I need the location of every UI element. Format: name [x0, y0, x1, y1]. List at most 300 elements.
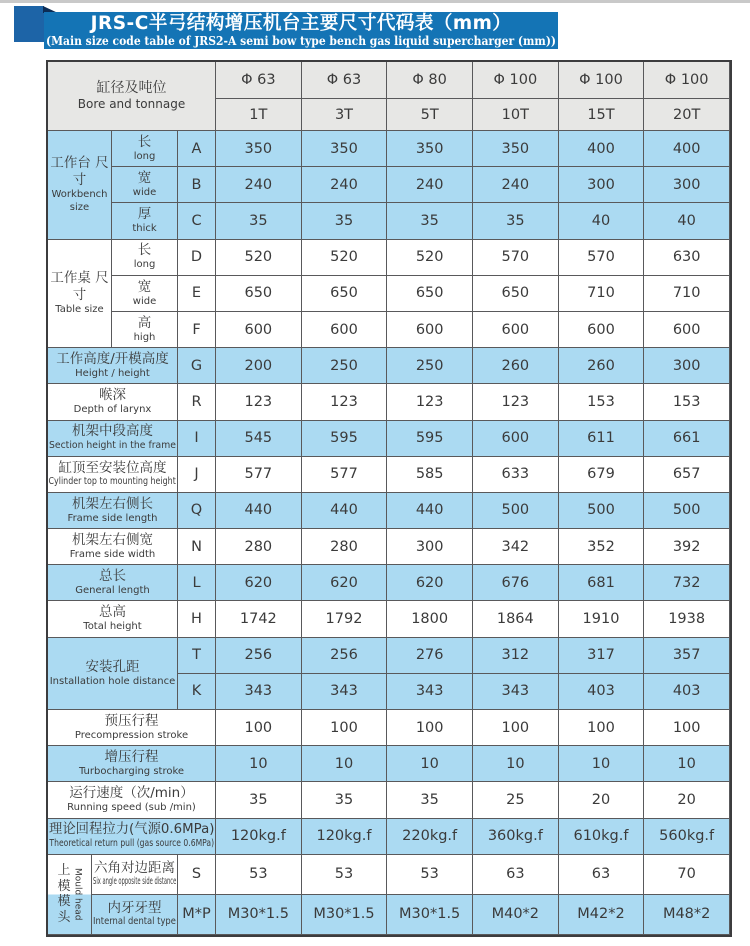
value-cell: [387, 131, 473, 167]
value-cell: [302, 167, 388, 203]
label-en: wide: [132, 295, 157, 307]
value-cell: [387, 895, 473, 935]
value-cell: [644, 782, 730, 818]
row-label: [48, 710, 216, 746]
cell-value: 312: [501, 647, 530, 664]
mould-head-zh: 上模模头: [57, 863, 71, 925]
label-en: Frame side width: [69, 548, 156, 560]
cell-value: 240: [415, 176, 444, 193]
cell-value: 53: [249, 866, 268, 883]
value-cell: [473, 565, 559, 601]
cell-value: 20: [591, 791, 611, 808]
tonnage-header-cell: [387, 99, 473, 131]
cell-value: 440: [415, 502, 444, 519]
cell-value: M42*2: [577, 906, 625, 923]
value-cell: [473, 240, 559, 276]
value-cell: [473, 312, 559, 348]
cell-value: 650: [244, 285, 273, 302]
label-zh: 宽: [137, 278, 152, 295]
row-sub-label: [112, 167, 178, 203]
label-zh: 总高: [99, 604, 126, 621]
cell-value: 153: [672, 393, 701, 410]
row-group-label: [48, 240, 112, 349]
bore-header-cell: [216, 62, 302, 99]
cell-value: 260: [501, 357, 530, 374]
value-cell: [216, 601, 302, 637]
cell-value: 100: [672, 719, 701, 736]
label-zh: 机架中段高度: [72, 423, 153, 440]
value-cell: [387, 167, 473, 203]
cell-value: 120kg.f: [230, 828, 286, 845]
tonnage-value: 5T: [420, 106, 439, 123]
cell-value: 610kg.f: [573, 828, 629, 845]
value-cell: [387, 421, 473, 457]
code-cell: [178, 421, 216, 457]
cell-value: 620: [244, 574, 273, 591]
label-en: Table size: [55, 303, 104, 315]
label-en: Precompression stroke: [74, 729, 189, 741]
code-cell: [178, 348, 216, 384]
value-cell: [644, 203, 730, 239]
cell-value: 100: [501, 719, 530, 736]
value-cell: [302, 674, 388, 710]
value-cell: [387, 529, 473, 565]
cell-value: 123: [244, 393, 273, 410]
code-value: F: [192, 321, 201, 338]
cell-value: M30*1.5: [313, 906, 375, 923]
value-cell: [644, 457, 730, 493]
bore-value: Φ 100: [493, 72, 538, 88]
label-en: Theoretical return pull (gas source 0.6MPa): [49, 838, 214, 850]
code-cell: [178, 384, 216, 420]
value-cell: [387, 384, 473, 420]
value-cell: [559, 638, 645, 674]
cell-value: 520: [244, 249, 273, 266]
cell-value: 1910: [582, 611, 620, 628]
value-cell: [302, 493, 388, 529]
cell-value: 1800: [411, 611, 449, 628]
value-cell: [387, 276, 473, 312]
code-value: R: [191, 393, 202, 410]
label-en: Six angle opposite side distance: [92, 876, 177, 888]
cell-value: 600: [501, 430, 530, 447]
label-zh: 六角对边距离: [94, 859, 175, 876]
row-label: [48, 782, 216, 818]
cell-value: 400: [672, 140, 701, 157]
label-en: Total height: [83, 621, 142, 633]
value-cell: [559, 131, 645, 167]
cell-value: 352: [587, 538, 615, 555]
cell-value: 260: [587, 357, 615, 374]
label-zh: 缸顶至安装位高度: [58, 459, 167, 476]
value-cell: [302, 529, 388, 565]
label-en: Workbench size: [51, 189, 108, 213]
value-cell: [559, 348, 645, 384]
tonnage-value: 15T: [587, 106, 615, 123]
value-cell: [387, 203, 473, 239]
value-cell: [644, 895, 730, 935]
label-en: Section height in the frame: [49, 440, 176, 452]
cell-value: 256: [330, 647, 358, 664]
value-cell: [559, 855, 645, 895]
value-cell: [644, 348, 730, 384]
cell-value: 256: [244, 647, 273, 664]
cell-value: 123: [415, 393, 444, 410]
label-zh: 工作桌 尺寸: [50, 270, 109, 304]
cell-value: 120kg.f: [316, 828, 372, 845]
bore-value: Φ 80: [412, 72, 447, 88]
value-cell: [473, 855, 559, 895]
label-zh: 安装孔距: [85, 658, 140, 675]
row-group-label: [48, 131, 112, 240]
code-cell: [178, 493, 216, 529]
cell-value: 63: [506, 866, 525, 883]
cell-value: 240: [501, 176, 530, 193]
cell-value: 40: [591, 212, 611, 229]
row-label: [92, 895, 178, 935]
value-cell: [216, 638, 302, 674]
row-sub-label: [112, 203, 178, 239]
mould-head-en: Mould head: [72, 867, 83, 921]
value-cell: [387, 710, 473, 746]
value-cell: [387, 746, 473, 782]
cell-value: 342: [501, 538, 530, 555]
label-zh: 喉深: [99, 387, 126, 404]
value-cell: [216, 457, 302, 493]
value-cell: [644, 819, 730, 855]
value-cell: [216, 746, 302, 782]
value-cell: [216, 674, 302, 710]
code-cell: [178, 203, 216, 239]
bore-header-cell: [559, 62, 645, 99]
bore-value: Φ 63: [241, 72, 276, 88]
cell-value: 650: [330, 285, 358, 302]
tonnage-header-cell: [559, 99, 645, 131]
cell-value: 585: [415, 466, 444, 483]
cell-value: 500: [672, 502, 701, 519]
value-cell: [473, 746, 559, 782]
cell-value: 500: [587, 502, 615, 519]
value-cell: [302, 601, 388, 637]
row-sub-label: [112, 240, 178, 276]
value-cell: [387, 638, 473, 674]
value-cell: [644, 855, 730, 895]
value-cell: [644, 131, 730, 167]
cell-value: 35: [420, 791, 439, 808]
value-cell: [559, 746, 645, 782]
cell-value: M30*1.5: [227, 906, 289, 923]
corner-decoration-square: [14, 6, 44, 42]
cell-value: 577: [244, 466, 273, 483]
tonnage-header-cell: [473, 99, 559, 131]
value-cell: [644, 674, 730, 710]
value-cell: [216, 565, 302, 601]
cell-value: 35: [334, 212, 354, 229]
bore-header-cell: [473, 62, 559, 99]
cell-value: 53: [334, 866, 354, 883]
cell-value: 153: [587, 393, 615, 410]
cell-value: 350: [501, 140, 530, 157]
cell-value: 600: [330, 321, 358, 338]
row-label: [48, 421, 178, 457]
value-cell: [216, 131, 302, 167]
value-cell: [559, 819, 645, 855]
cell-value: 600: [672, 321, 701, 338]
code-value: C: [191, 212, 202, 229]
label-en: high: [133, 331, 156, 343]
cell-value: 220kg.f: [402, 828, 458, 845]
cell-value: 357: [672, 647, 701, 664]
cell-value: 633: [501, 466, 530, 483]
cell-value: 35: [506, 212, 525, 229]
label-en: Running speed (sub /min): [67, 802, 196, 814]
code-value: B: [191, 176, 202, 193]
value-cell: [644, 312, 730, 348]
code-cell: [178, 529, 216, 565]
label-zh: 内牙牙型: [107, 899, 162, 916]
label-zh: 增压行程: [104, 749, 159, 766]
cell-value: 276: [415, 647, 444, 664]
row-label: [48, 493, 178, 529]
value-cell: [216, 384, 302, 420]
cell-value: 600: [244, 321, 273, 338]
cell-value: 63: [591, 866, 611, 883]
value-cell: [302, 348, 388, 384]
cell-value: 620: [415, 574, 444, 591]
bore-value: Φ 100: [579, 72, 623, 88]
value-cell: [644, 638, 730, 674]
value-cell: [216, 855, 302, 895]
value-cell: [216, 167, 302, 203]
value-cell: [387, 493, 473, 529]
label-en: Cylinder top to mounting height: [48, 476, 177, 488]
value-cell: [473, 529, 559, 565]
value-cell: [302, 746, 388, 782]
code-value: N: [191, 538, 202, 555]
cell-value: 1792: [325, 611, 363, 628]
value-cell: [473, 638, 559, 674]
bore-value: Φ 63: [326, 72, 362, 88]
cell-value: 123: [501, 393, 530, 410]
cell-value: 25: [506, 791, 525, 808]
code-value: M*P: [182, 906, 211, 923]
value-cell: [473, 203, 559, 239]
value-cell: [473, 384, 559, 420]
value-cell: [644, 746, 730, 782]
value-cell: [644, 384, 730, 420]
code-cell: [178, 167, 216, 203]
label-en: wide: [132, 186, 157, 198]
label-zh: 理论回程拉力(气源0.6MPa): [48, 821, 215, 838]
value-cell: [473, 601, 559, 637]
bore-header-cell: [644, 62, 730, 99]
value-cell: [559, 565, 645, 601]
cell-value: 10: [420, 755, 439, 772]
cell-value: 350: [415, 140, 444, 157]
tonnage-value: 3T: [334, 106, 354, 123]
cell-value: 710: [672, 285, 701, 302]
label-en: Height / height: [75, 367, 150, 379]
cell-value: 343: [501, 683, 530, 700]
code-cell: [178, 565, 216, 601]
value-cell: [644, 421, 730, 457]
row-label: [48, 819, 216, 855]
row-label: [92, 855, 178, 895]
code-value: D: [190, 249, 203, 266]
bore-tonnage-header-cell: [48, 62, 216, 131]
cell-value: 500: [501, 502, 530, 519]
value-cell: [559, 421, 645, 457]
value-cell: [473, 348, 559, 384]
page-subtitle: (Main size code table of JRS2-A semi bow type bench gas liquid supercharger (mm)): [45, 34, 557, 48]
cell-value: 392: [672, 538, 701, 555]
cell-value: 343: [244, 683, 273, 700]
value-cell: [473, 782, 559, 818]
value-cell: [473, 457, 559, 493]
value-cell: [302, 421, 388, 457]
cell-value: 403: [672, 683, 701, 700]
cell-value: 1864: [496, 611, 534, 628]
value-cell: [559, 674, 645, 710]
value-cell: [387, 819, 473, 855]
code-cell: [178, 638, 216, 674]
cell-value: 570: [501, 249, 530, 266]
value-cell: [473, 819, 559, 855]
page-title: JRS-C半弓结构增压机台主要尺寸代码表（mm）: [90, 13, 512, 34]
cell-value: 35: [420, 212, 439, 229]
mould-head-vertical-label: [48, 855, 92, 935]
cell-value: 300: [587, 176, 615, 193]
cell-value: 403: [587, 683, 615, 700]
value-cell: [644, 565, 730, 601]
value-cell: [387, 240, 473, 276]
cell-value: 250: [415, 357, 444, 374]
value-cell: [559, 601, 645, 637]
value-cell: [387, 348, 473, 384]
value-cell: [559, 529, 645, 565]
value-cell: [302, 457, 388, 493]
value-cell: [302, 782, 388, 818]
row-label: [48, 457, 178, 493]
cell-value: 35: [334, 791, 354, 808]
value-cell: [302, 203, 388, 239]
cell-value: 300: [672, 357, 701, 374]
cell-value: 300: [672, 176, 701, 193]
cell-value: 600: [501, 321, 530, 338]
value-cell: [387, 855, 473, 895]
value-cell: [559, 457, 645, 493]
cell-value: 10: [249, 755, 268, 772]
code-value: K: [191, 683, 202, 700]
cell-value: 280: [244, 538, 273, 555]
mould-head-wrap: [57, 863, 83, 925]
label-en: Installation hole distance: [49, 675, 176, 687]
code-value: L: [192, 574, 201, 591]
value-cell: [387, 565, 473, 601]
code-value: T: [192, 647, 201, 664]
label-zh: 长: [137, 242, 152, 259]
cell-value: 595: [415, 430, 444, 447]
cell-value: M30*1.5: [399, 906, 461, 923]
tonnage-header-cell: [302, 99, 388, 131]
value-cell: [302, 384, 388, 420]
value-cell: [473, 895, 559, 935]
cell-value: 710: [587, 285, 615, 302]
value-cell: [216, 312, 302, 348]
row-label: [48, 384, 178, 420]
cell-value: 100: [587, 719, 615, 736]
cell-value: 600: [587, 321, 615, 338]
code-cell: [178, 457, 216, 493]
code-cell: [178, 674, 216, 710]
row-label: [48, 601, 178, 637]
value-cell: [216, 203, 302, 239]
label-en: thick: [132, 223, 157, 235]
title-banner: [44, 12, 558, 49]
cell-value: 40: [677, 212, 696, 229]
cell-value: 620: [330, 574, 358, 591]
cell-value: 240: [244, 176, 273, 193]
value-cell: [473, 493, 559, 529]
tonnage-value: 20T: [673, 106, 701, 123]
value-cell: [216, 710, 302, 746]
value-cell: [302, 312, 388, 348]
cell-value: 600: [415, 321, 444, 338]
cell-value: 679: [587, 466, 615, 483]
code-value: A: [191, 140, 202, 157]
value-cell: [559, 276, 645, 312]
cell-value: 1938: [668, 611, 706, 628]
spec-table: [46, 60, 732, 937]
tonnage-header-cell: [216, 99, 302, 131]
value-cell: [216, 240, 302, 276]
tonnage-value: 1T: [249, 106, 268, 123]
code-cell: [178, 855, 216, 895]
code-value: S: [191, 866, 202, 883]
cell-value: 240: [330, 176, 358, 193]
value-cell: [387, 457, 473, 493]
value-cell: [559, 782, 645, 818]
cell-value: 440: [244, 502, 273, 519]
label-zh: 机架左右侧长: [72, 495, 153, 512]
label-zh: 机架左右侧宽: [72, 531, 153, 548]
value-cell: [216, 782, 302, 818]
label-zh: 预压行程: [104, 712, 159, 729]
code-value: I: [194, 430, 199, 447]
value-cell: [473, 674, 559, 710]
cell-value: 100: [330, 719, 358, 736]
cell-value: 545: [244, 430, 273, 447]
value-cell: [644, 493, 730, 529]
value-cell: [302, 565, 388, 601]
cell-value: 611: [587, 430, 615, 447]
cell-value: 661: [672, 430, 701, 447]
code-value: H: [191, 611, 202, 628]
cell-value: 10: [334, 755, 354, 772]
value-cell: [559, 167, 645, 203]
code-cell: [178, 131, 216, 167]
row-label: [48, 529, 178, 565]
cell-value: 350: [244, 140, 273, 157]
value-cell: [216, 819, 302, 855]
value-cell: [644, 167, 730, 203]
value-cell: [559, 312, 645, 348]
label-en: General length: [75, 585, 150, 597]
label-en: long: [133, 259, 156, 271]
value-cell: [387, 312, 473, 348]
cell-value: 650: [501, 285, 530, 302]
label-zh: 厚: [137, 206, 152, 223]
